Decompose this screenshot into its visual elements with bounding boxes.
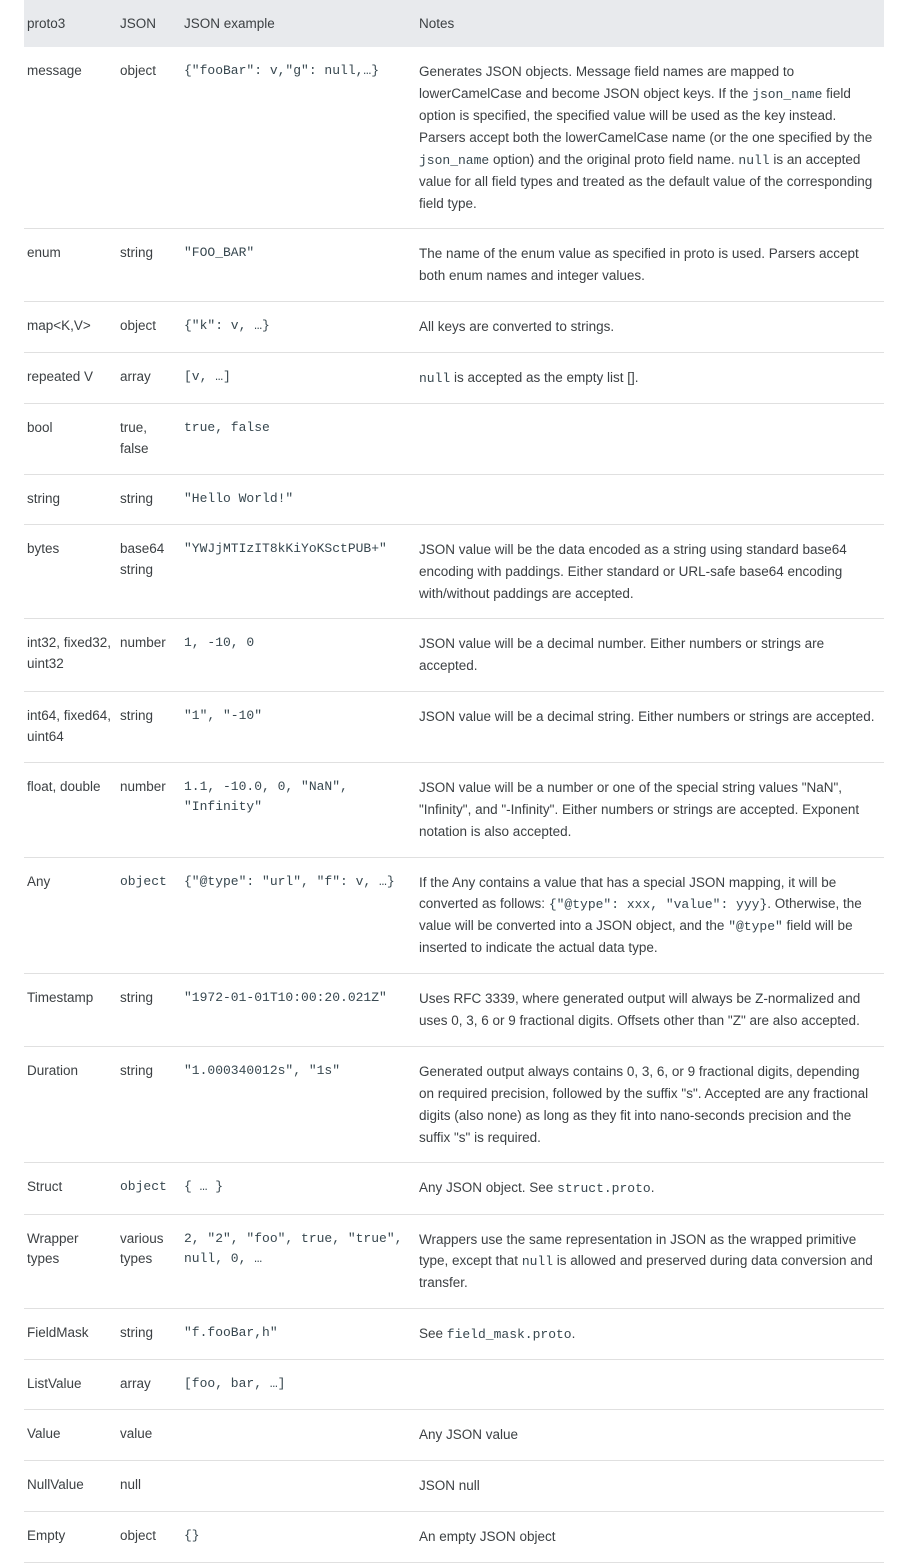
- table-header-row: [24, 0, 884, 47]
- cell-json-example: "1", "-10": [184, 692, 419, 763]
- inline-code: field_mask.proto: [446, 1327, 572, 1343]
- cell-json-example: 1.1, -10.0, 0, "NaN", "Infinity": [184, 762, 419, 857]
- cell-proto3-type: ListValue: [24, 1360, 120, 1410]
- cell-proto3-type: float, double: [24, 762, 120, 857]
- inline-code: "@type": [728, 919, 783, 935]
- cell-json-example: 1, -10, 0: [184, 619, 419, 692]
- table-row: [24, 474, 884, 524]
- cell-json-type: array: [120, 1360, 184, 1410]
- cell-json-example: "f.fooBar,h": [184, 1309, 419, 1360]
- table-row: [24, 352, 884, 403]
- column-header-notes: Notes: [419, 0, 884, 47]
- table-header: [24, 0, 884, 47]
- cell-json-example: "1972-01-01T10:00:20.021Z": [184, 974, 419, 1047]
- cell-json-example: "FOO_BAR": [184, 229, 419, 302]
- cell-proto3-type: message: [27, 63, 82, 78]
- inline-code: json_name: [752, 86, 823, 102]
- cell-notes: An empty JSON object: [419, 1511, 884, 1561]
- inline-code: struct.proto: [557, 1181, 651, 1197]
- cell-notes: JSON value will be a number or one of the special string values "NaN", "Infinity", and "-Infinity". Either numbers or strings are accepted. Exponent notation is also accepted.: [419, 762, 884, 857]
- column-header-json-example: JSON example: [184, 0, 419, 47]
- cell-json-example: [v, …]: [184, 352, 419, 403]
- table-row: [24, 1461, 884, 1512]
- cell-json-type: base64 string: [120, 524, 184, 619]
- cell-notes: See field_mask.proto.: [419, 1309, 884, 1360]
- cell-proto3-type: NullValue: [24, 1461, 120, 1512]
- cell-json-type: object: [120, 302, 184, 353]
- table-row: [24, 524, 884, 619]
- table-row: [24, 692, 884, 763]
- cell-notes: Uses RFC 3339, where generated output will always be Z-normalized and uses 0, 3, 6 or 9 fractional digits. Offsets other than "Z" are also accepted.: [419, 974, 884, 1047]
- cell-proto3-type: int32, fixed32, uint32: [24, 619, 120, 692]
- cell-json-type: string: [120, 1309, 184, 1360]
- cell-proto3-type: FieldMask: [24, 1309, 120, 1360]
- cell-json-type: object: [120, 857, 184, 974]
- inline-code: null: [419, 370, 451, 386]
- cell-json-type: string: [120, 229, 184, 302]
- cell-notes: Any JSON object. See struct.proto.: [419, 1163, 884, 1214]
- table-row: [24, 1511, 884, 1561]
- cell-proto3-type: Duration: [24, 1047, 120, 1163]
- cell-proto3-type: Value: [24, 1410, 120, 1461]
- cell-proto3-type: Timestamp: [24, 974, 120, 1047]
- cell-proto3-type: repeated V: [24, 352, 120, 403]
- cell-json-type: object: [120, 1163, 184, 1214]
- cell-json-example: { … }: [184, 1163, 419, 1214]
- cell-notes: null is accepted as the empty list [].: [419, 352, 884, 403]
- inline-code: null: [521, 1254, 554, 1270]
- table-row: [24, 1047, 884, 1163]
- cell-notes: If the Any contains a value that has a special JSON mapping, it will be converted as follows: {"@type": xxx, "value": yyy}. Otherwise, the value will be converted into a JSON object, and the "@type" field will be inserted to indicate the actual data type.: [419, 857, 884, 974]
- cell-json-example: {}: [184, 1511, 419, 1561]
- cell-json-type: string: [120, 974, 184, 1047]
- cell-notes: [419, 474, 884, 524]
- table-row: [24, 302, 884, 353]
- cell-json-type: object: [120, 1511, 184, 1561]
- cell-json-type: true, false: [120, 404, 184, 475]
- cell-proto3-type: map<K,V>: [24, 302, 120, 353]
- inline-code: json_name: [419, 152, 490, 168]
- table-row: [24, 1163, 884, 1214]
- cell-notes: JSON value will be a decimal number. Either numbers or strings are accepted.: [419, 619, 884, 692]
- cell-json-example: true, false: [184, 404, 419, 475]
- cell-proto3-type: string: [24, 474, 120, 524]
- cell-proto3-type: Empty: [24, 1511, 120, 1561]
- cell-proto3-type: Wrapper types: [24, 1214, 120, 1309]
- cell-proto3-type: enum: [24, 229, 120, 302]
- cell-json-example: {"k": v, …}: [184, 302, 419, 353]
- table-row: [24, 1214, 884, 1309]
- cell-json-example: 2, "2", "foo", true, "true", null, 0, …: [184, 1214, 419, 1309]
- cell-json-example: "1.000340012s", "1s": [184, 1047, 419, 1163]
- cell-json-example: [184, 1410, 419, 1461]
- column-header-proto3: proto3: [24, 0, 120, 47]
- table-row: [24, 619, 884, 692]
- cell-notes: [419, 404, 884, 475]
- cell-json-type: string: [120, 1047, 184, 1163]
- cell-json-type: string: [120, 474, 184, 524]
- cell-proto3-type: Any: [24, 857, 120, 974]
- cell-json-type: object: [120, 63, 157, 78]
- cell-json-example: "YWJjMTIzIT8kKiYoKSctPUB+": [184, 524, 419, 619]
- column-header-json: JSON: [120, 0, 184, 47]
- cell-notes: Generates JSON objects. Message field names are mapped to lowerCamelCase and become JSON object keys. If the json_name field option is specified, the specified value will be used as the key instead. Parsers accept both the lowerCamelCase name (or the one specified by the json_name option) and the original proto field name. null is an accepted value for all field types and treated as the default value of the corresponding field type.: [419, 64, 873, 211]
- cell-notes: All keys are converted to strings.: [419, 302, 884, 353]
- cell-json-example: {"fooBar": v,"g": null,…}: [184, 63, 380, 78]
- cell-notes: Generated output always contains 0, 3, 6, or 9 fractional digits, depending on required precision, followed by the suffix "s". Accepted are any fractional digits (also none) as long as they fit into nano-seconds precision and the suffix "s" is required.: [419, 1047, 884, 1163]
- table-row: [24, 404, 884, 475]
- cell-json-type: string: [120, 692, 184, 763]
- inline-code: null: [738, 152, 770, 168]
- table-row: [24, 229, 884, 302]
- table-row: [24, 47, 884, 229]
- cell-notes: Any JSON value: [419, 1410, 884, 1461]
- cell-notes: JSON null: [419, 1461, 884, 1512]
- cell-notes: JSON value will be the data encoded as a string using standard base64 encoding with paddings. Either standard or URL-safe base64 encoding with/without paddings are accepted.: [419, 524, 884, 619]
- cell-json-type: various types: [120, 1214, 184, 1309]
- cell-proto3-type: bytes: [24, 524, 120, 619]
- cell-notes: The name of the enum value as specified in proto is used. Parsers accept both enum names and integer values.: [419, 229, 884, 302]
- cell-notes: Wrappers use the same representation in JSON as the wrapped primitive type, except that null is allowed and preserved during data conversion and transfer.: [419, 1214, 884, 1309]
- table-row: [24, 857, 884, 974]
- cell-json-example: [184, 1461, 419, 1512]
- table-row: [24, 1309, 884, 1360]
- table-body: [24, 47, 884, 1562]
- table-row: [24, 762, 884, 857]
- cell-notes: [419, 1360, 884, 1410]
- cell-json-example: [foo, bar, …]: [184, 1360, 419, 1410]
- cell-notes: JSON value will be a decimal string. Either numbers or strings are accepted.: [419, 692, 884, 763]
- cell-json-type: number: [120, 762, 184, 857]
- cell-json-example: "Hello World!": [184, 474, 419, 524]
- table-row: [24, 1360, 884, 1410]
- cell-json-example: {"@type": "url", "f": v, …}: [184, 857, 419, 974]
- cell-json-type: value: [120, 1410, 184, 1461]
- table-row: [24, 974, 884, 1047]
- table-row: [24, 1410, 884, 1461]
- inline-code: {"@type": xxx, "value": yyy}: [548, 897, 768, 913]
- cell-json-type: number: [120, 619, 184, 692]
- proto3-json-mapping-table: [24, 0, 884, 1562]
- cell-json-type: null: [120, 1461, 184, 1512]
- cell-proto3-type: Struct: [24, 1163, 120, 1214]
- cell-proto3-type: bool: [24, 404, 120, 475]
- cell-json-type: array: [120, 352, 184, 403]
- cell-proto3-type: int64, fixed64, uint64: [24, 692, 120, 763]
